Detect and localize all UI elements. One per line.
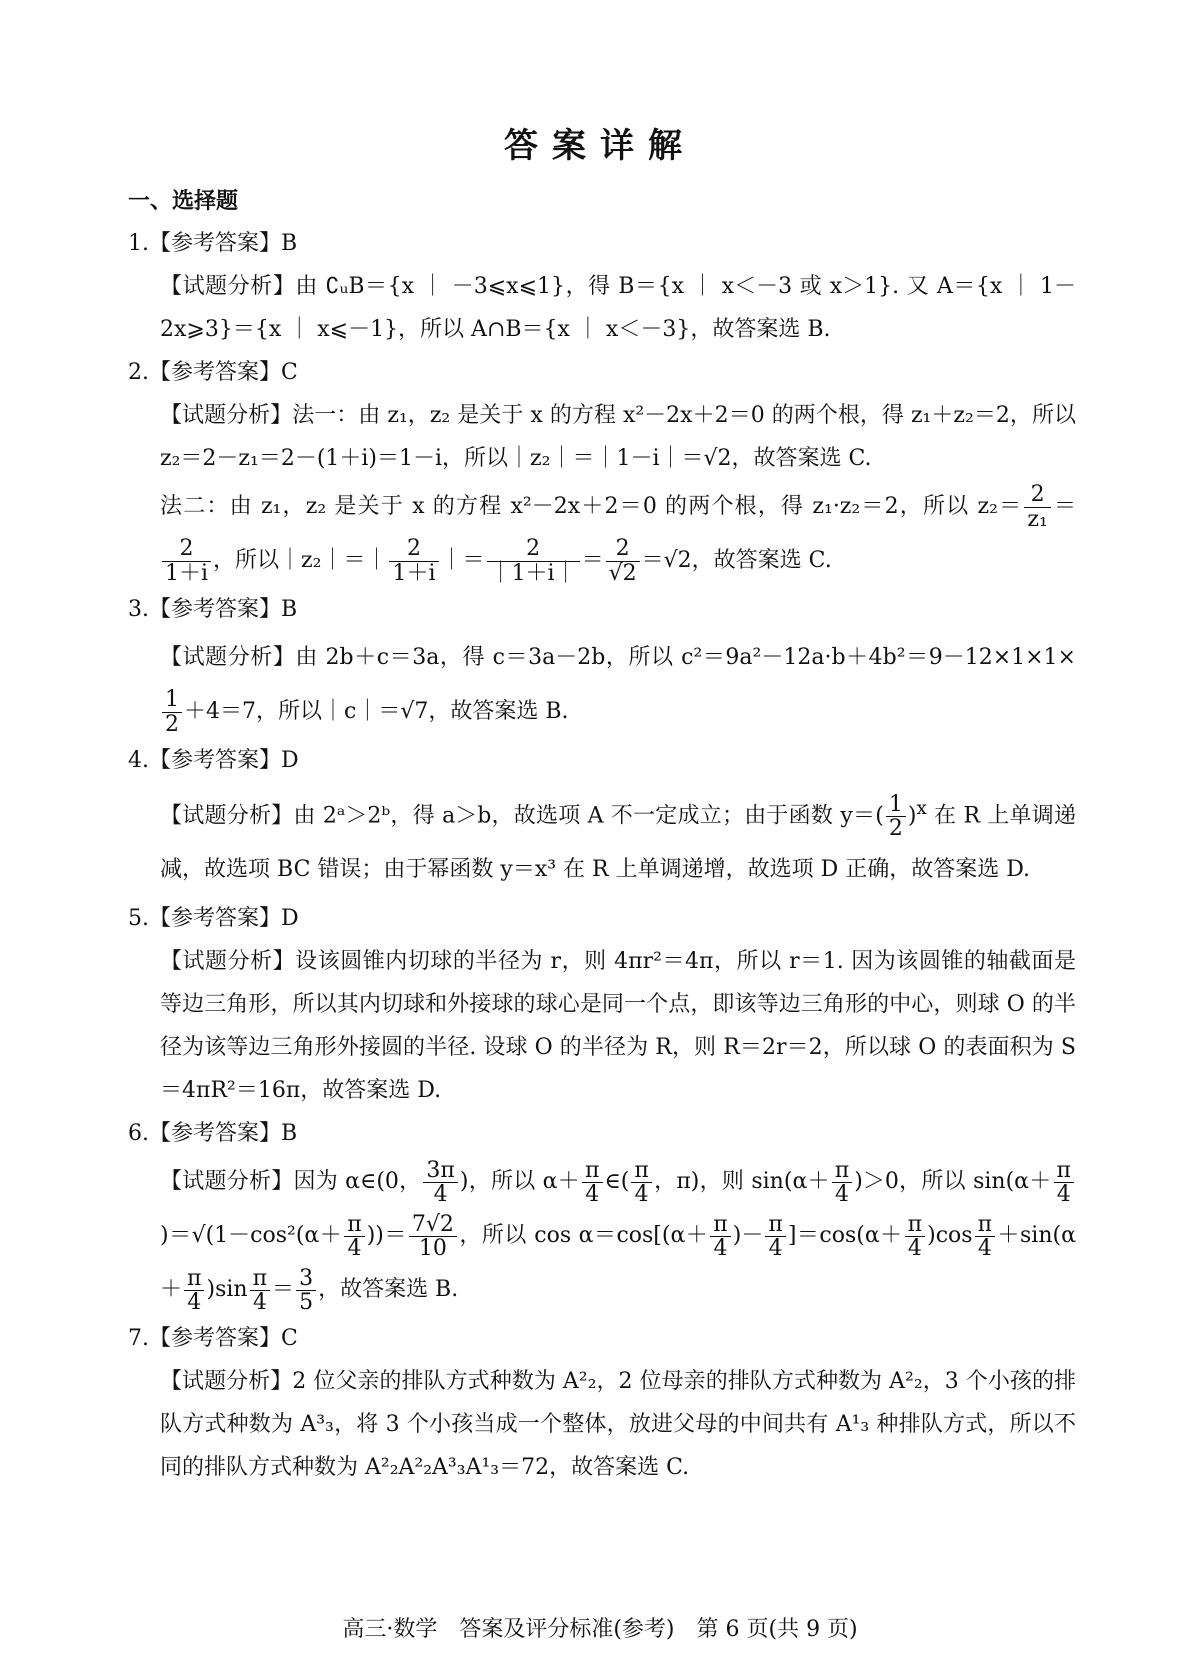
question-6: 6.【参考答案】B 【试题分析】因为 α∈(0， $\frac{3\pi}{4}$ )，所以 α＋ $\frac{\pi}{4}$ ∈( $\frac{\pi}{4}$ ，π)，则 sin(α＋ $\frac{\pi}{4}$ )＞0，所以 sin(α＋ $\frac{\pi}{4}$ )＝√(1－cos²(α＋ $\frac{\pi}{4}$ ))＝ $\frac{7√2}{10}$ ，所以 cos α＝cos[(α＋ $\frac{\pi}{4}$ )－ $\frac{\pi}{4}$ ]＝cos(α＋ $\frac{\pi}{4}$ )cos $\frac{\pi}{4}$ ＋sin(α＋ $\frac{\pi}{4}$ )sin $\frac{\pi}{4}$ ＝ $\frac{3}{5}$ ，故答案选 B. bbox=[128, 1112, 1076, 1317]
fraction: $\frac{2}{\text{z₁}}$ bbox=[1024, 483, 1050, 530]
analysis-text: 【试题分析】2 位父亲的排队方式种数为 A²₂，2 位母亲的排队方式种数为 A²₂，3 个小孩的排队方式种数为 A³₃，将 3 个小孩当成一个整体，放进父母的中间共有 A¹₃ 种排队方式，所以不同的排队方式种数为 A²₂A²₂A³₃A¹₃＝72，故答案选 C. bbox=[160, 1369, 1076, 1481]
question-5: 5.【参考答案】D 【试题分析】设该圆锥内切球的半径为 r，则 4πr²＝4π，所以 r＝1. 因为该圆锥的轴截面是等边三角形，所以其内切球和外接球的球心是同一个点，即该等边三角形的中心，则球 O 的半径为该等边三角形外接圆的半径. 设球 O 的半径为 R，则 R＝2r＝2，所以球 O 的表面积为 S＝4πR²＝16π，故答案选 D. bbox=[128, 897, 1076, 1112]
fraction: $\frac{2}{|1+i|}$ bbox=[487, 537, 580, 584]
fraction: $\frac{\pi}{4}$ bbox=[832, 1159, 852, 1206]
reference-answer: 【参考答案】B bbox=[149, 231, 298, 256]
analysis-text: 【试题分析】由 2b＋c＝3a，得 c＝3a－2b，所以 c²＝9a²－12a·b＋4b²＝9－12×1×1× $\frac{1}{2}$ ＋4＝7，所以｜c｜＝√7，故答案选 B. bbox=[160, 645, 1076, 737]
fraction: $\frac{\pi}{4}$ bbox=[631, 1159, 651, 1206]
fraction: $\frac{\pi}{4}$ bbox=[344, 1213, 364, 1260]
fraction: $\frac{2}{√2}$ bbox=[606, 537, 640, 584]
reference-answer: 【参考答案】C bbox=[149, 1326, 298, 1352]
analysis-text: 【试题分析】法一：由 z₁，z₂ 是关于 x 的方程 x²－2x＋2＝0 的两个根，得 z₁＋z₂＝2，所以 z₂＝2－z₁＝2－(1＋i)＝1－i，所以｜z₂｜＝｜1－i｜＝√2，故答案选 C. bbox=[160, 403, 1076, 471]
fraction: $\frac{1}{2}$ bbox=[886, 793, 906, 840]
fraction: $\frac{2}{1+i}$ bbox=[389, 537, 438, 584]
fraction: $\frac{2}{1+i}$ bbox=[162, 537, 211, 584]
answer-list bbox=[128, 222, 1076, 1489]
fraction: $\frac{3\pi}{4}$ bbox=[423, 1159, 457, 1206]
reference-answer: 【参考答案】B bbox=[149, 1121, 298, 1147]
analysis-text: 【试题分析】设该圆锥内切球的半径为 r，则 4πr²＝4π，所以 r＝1. 因为该圆锥的轴截面是等边三角形，所以其内切球和外接球的球心是同一个点，即该等边三角形的中心，则球 O 的半径为该等边三角形外接圆的半径. 设球 O 的半径为 R，则 R＝2r＝2，所以球 O 的表面积为 S＝4πR²＝16π，故答案选 D. bbox=[160, 949, 1076, 1104]
question-4: 4.【参考答案】D 【试题分析】由 2ᵃ＞2ᵇ，得 a＞b，故选项 A 不一定成立；由于函数 y＝( $\frac{1}{2}$ )$^x$ 在 R 上单调递减，故选项 BC 错误；由于幂函数 y＝x³ 在 R 上单调递增，故选项 D 正确，故答案选 D. bbox=[128, 739, 1076, 897]
fraction: $\frac{\pi}{4}$ bbox=[1054, 1159, 1074, 1206]
fraction: $\frac{\pi}{4}$ bbox=[710, 1213, 730, 1260]
fraction: $\frac{7√2}{10}$ bbox=[409, 1213, 457, 1260]
page-title: 答案详解 bbox=[504, 126, 696, 166]
reference-answer: 【参考答案】C bbox=[149, 360, 298, 385]
reference-answer: 【参考答案】D bbox=[149, 748, 299, 773]
section-title: 一、选择题 bbox=[128, 189, 239, 214]
analysis-text: 【试题分析】由 ∁ᵤB＝{x ｜ －3⩽x⩽1}，得 B＝{x ｜ x＜－3 或 x＞1}. 又 A＝{x ｜ 1－2x⩾3}＝{x ｜ x⩽－1}，所以 A∩B＝{x ｜ x＜－3}，故答案选 B. bbox=[160, 274, 1076, 342]
reference-answer: 【参考答案】B bbox=[149, 597, 298, 622]
question-2: 2.【参考答案】C 【试题分析】法一：由 z₁，z₂ 是关于 x 的方程 x²－2x＋2＝0 的两个根，得 z₁＋z₂＝2，所以 z₂＝2－z₁＝2－(1＋i)＝1－i，所以｜z₂｜＝｜1－i｜＝√2，故答案选 C. 法二：由 z₁，z₂ 是关于 x 的方程 x²－2x＋2＝0 的两个根，得 z₁·z₂＝2，所以 z₂＝ $\frac{2}{\text{z₁}}$ ＝ $\frac{2}{1+i}$ ，所以｜z₂｜＝｜ $\frac{2}{1+i}$ ｜＝ $\frac{2}{|1+i|}$ ＝ $\frac{2}{√2}$ ＝√2，故答案选 C. bbox=[128, 351, 1076, 588]
question-1: 1.【参考答案】B 【试题分析】由 ∁ᵤB＝{x ｜ －3⩽x⩽1}，得 B＝{x ｜ x＜－3 或 x＞1}. 又 A＝{x ｜ 1－2x⩾3}＝{x ｜ x⩽－1}，所以 A∩B＝{x ｜ x＜－3}，故答案选 B. bbox=[128, 222, 1076, 351]
fraction: $\frac{\pi}{4}$ bbox=[184, 1267, 204, 1314]
analysis-text: 【试题分析】因为 α∈(0， $\frac{3\pi}{4}$ )，所以 α＋ $\frac{\pi}{4}$ ∈( $\frac{\pi}{4}$ ，π)，则 sin(α＋ $\frac{\pi}{4}$ )＞0，所以 sin(α＋ $\frac{\pi}{4}$ )＝√(1－cos²(α＋ $\frac{\pi}{4}$ ))＝ $\frac{7√2}{10}$ ，所以 cos α＝cos[(α＋ $\frac{\pi}{4}$ )－ $\frac{\pi}{4}$ ]＝cos(α＋ $\frac{\pi}{4}$ )cos $\frac{\pi}{4}$ ＋sin(α＋ $\frac{\pi}{4}$ )sin $\frac{\pi}{4}$ ＝ $\frac{3}{5}$ ，故答案选 B. bbox=[160, 1157, 1076, 1315]
analysis-method-2: 法二：由 z₁，z₂ 是关于 x 的方程 x²－2x＋2＝0 的两个根，得 z₁·z₂＝2，所以 z₂＝ $\frac{2}{\text{z₁}}$ ＝ $\frac{2}{1+i}$ ，所以｜z₂｜＝｜ $\frac{2}{1+i}$ ｜＝ $\frac{2}{|1+i|}$ ＝ $\frac{2}{√2}$ ＝√2，故答案选 C. bbox=[160, 482, 1076, 586]
analysis-text: 【试题分析】由 2ᵃ＞2ᵇ，得 a＞b，故选项 A 不一定成立；由于函数 y＝( $\frac{1}{2}$ )$^x$ 在 R 上单调递减，故选项 BC 错误；由于幂函数 y＝x³ 在 R 上单调递增，故选项 D 正确，故答案选 D. bbox=[160, 791, 1076, 883]
page-footer: 高三·数学 答案及评分标准(参考) 第 6 页(共 9 页) bbox=[342, 1617, 858, 1642]
fraction: $\frac{3}{5}$ bbox=[296, 1267, 316, 1314]
fraction: $\frac{\pi}{4}$ bbox=[975, 1213, 995, 1260]
question-7: 7.【参考答案】C 【试题分析】2 位父亲的排队方式种数为 A²₂，2 位母亲的排队方式种数为 A²₂，3 个小孩的排队方式种数为 A³₃，将 3 个小孩当成一个整体，放进父母的中间共有 A¹₃ 种排队方式，所以不同的排队方式种数为 A²₂A²₂A³₃A¹₃＝72，故答案选 C. bbox=[128, 1317, 1076, 1489]
fraction: $\frac{\pi}{4}$ bbox=[582, 1159, 602, 1206]
reference-answer: 【参考答案】D bbox=[149, 906, 299, 932]
fraction: $\frac{\pi}{4}$ bbox=[250, 1267, 270, 1314]
fraction: $\frac{1}{2}$ bbox=[162, 688, 182, 735]
fraction: $\frac{\pi}{4}$ bbox=[905, 1213, 925, 1260]
fraction: $\frac{\pi}{4}$ bbox=[765, 1213, 785, 1260]
question-3: 3.【参考答案】B 【试题分析】由 2b＋c＝3a，得 c＝3a－2b，所以 c²＝9a²－12a·b＋4b²＝9－12×1×1× $\frac{1}{2}$ ＋4＝7，所以｜c｜＝√7，故答案选 B. bbox=[128, 588, 1076, 739]
